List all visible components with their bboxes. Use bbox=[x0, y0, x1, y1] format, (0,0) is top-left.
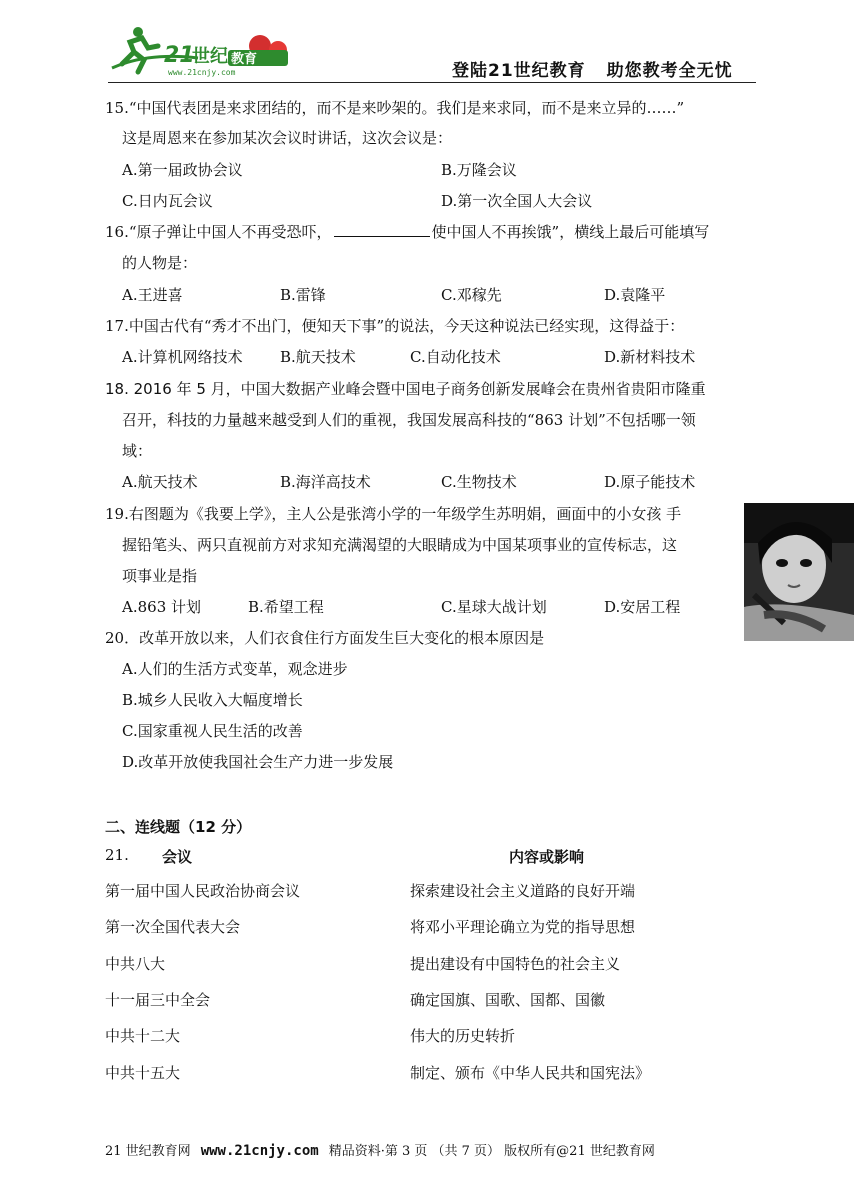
svg-text:世纪: 世纪 bbox=[192, 46, 228, 67]
q20-option-a: A.人们的生活方式变革，观念进步 bbox=[122, 660, 348, 678]
q17-option-a: A.计算机网络技术 bbox=[122, 348, 243, 366]
svg-text:21: 21 bbox=[164, 43, 195, 68]
q16-option-c: C.邓稼先 bbox=[441, 286, 502, 304]
page-footer bbox=[105, 1140, 655, 1159]
match-left-item: 第一次全国代表大会 bbox=[105, 918, 241, 936]
q16-option-a: A.王进喜 bbox=[122, 286, 183, 304]
q18-option-a: A.航天技术 bbox=[122, 473, 198, 491]
q21-col-left-header: 会议 bbox=[162, 848, 193, 866]
header-divider bbox=[108, 82, 756, 83]
q20-option-b: B.城乡人民收入大幅度增长 bbox=[122, 691, 303, 709]
q17-option-b: B.航天技术 bbox=[280, 348, 356, 366]
match-left-item: 中共十五大 bbox=[105, 1064, 181, 1082]
q20-option-d: D.改革开放使我国社会生产力进一步发展 bbox=[122, 753, 394, 771]
q18-stem-line1: 18. 2016 年 5 月，中国大数据产业峰会暨中国电子商务创新发展峰会在贵州省贵阳市隆重 bbox=[105, 380, 706, 398]
q16-stem-line1 bbox=[105, 222, 709, 242]
q19-option-c: C.星球大战计划 bbox=[441, 598, 547, 616]
logo-url-text: www.21cnjy.com bbox=[168, 68, 236, 77]
q16-stem-line2: 的人物是： bbox=[122, 254, 198, 272]
q19-stem-line3: 项事业是指 bbox=[122, 567, 198, 585]
q19-option-a: A.863 计划 bbox=[122, 598, 201, 616]
q15-option-b: B.万隆会议 bbox=[441, 161, 517, 179]
match-right-item: 提出建设有中国特色的社会主义 bbox=[410, 955, 621, 973]
q15-option-a: A.第一届政协会议 bbox=[122, 161, 243, 179]
footer-page-info: 精品资料·第 3 页 （共 7 页） 版权所有@21 世纪教育网 bbox=[328, 1144, 655, 1159]
q19-stem-line2: 握铅笔头、两只直视前方对求知充满渴望的大眼睛成为中国某项事业的宣传标志，这 bbox=[122, 536, 678, 554]
match-right-item: 将邓小平理论确立为党的指导思想 bbox=[410, 918, 636, 936]
q19-option-d: D.安居工程 bbox=[604, 598, 681, 616]
q15-stem-line2: 这是周恩来在参加某次会议时讲话，这次会议是： bbox=[122, 129, 453, 147]
q16-stem-part2: 使中国人不再挨饿”，横线上最后可能填写 bbox=[431, 223, 710, 241]
footer-site-name: 21 世纪教育网 bbox=[105, 1144, 191, 1159]
q16-stem-part1: 16.“原子弹让中国人不再受恐吓， bbox=[105, 223, 332, 241]
q15-option-d: D.第一次全国人大会议 bbox=[441, 192, 593, 210]
q18-option-d: D.原子能技术 bbox=[604, 473, 696, 491]
match-right-item: 探索建设社会主义道路的良好开端 bbox=[410, 882, 636, 900]
match-right-item: 伟大的历史转折 bbox=[410, 1027, 516, 1045]
q17-option-d: D.新材料技术 bbox=[604, 348, 696, 366]
svg-text:教育: 教育 bbox=[231, 52, 258, 67]
match-left-item: 中共八大 bbox=[105, 955, 166, 973]
section2-title: 二、连线题（12 分） bbox=[105, 818, 252, 836]
q16-blank bbox=[334, 222, 430, 237]
q15-option-c: C.日内瓦会议 bbox=[122, 192, 213, 210]
header-slogan: 登陆21世纪教育 助您教考全无忧 bbox=[452, 61, 733, 81]
q18-option-c: C.生物技术 bbox=[441, 473, 517, 491]
match-right-item: 制定、颁布《中华人民共和国宪法》 bbox=[410, 1064, 651, 1082]
q15-stem-line1: 15.“中国代表团是来求团结的，而不是来吵架的。我们是来求同，而不是来立异的……” bbox=[105, 99, 685, 117]
match-right-item: 确定国旗、国歌、国都、国徽 bbox=[410, 991, 606, 1009]
q18-option-b: B.海洋高技术 bbox=[280, 473, 371, 491]
site-logo bbox=[108, 22, 308, 78]
q19-option-b: B.希望工程 bbox=[248, 598, 324, 616]
q16-option-d: D.袁隆平 bbox=[604, 286, 666, 304]
footer-url[interactable]: www.21cnjy.com bbox=[200, 1143, 319, 1159]
q20-stem: 20．改革开放以来，人们衣食住行方面发生巨大变化的根本原因是 bbox=[105, 629, 545, 647]
q18-stem-line3: 域： bbox=[122, 442, 153, 460]
page-header bbox=[0, 0, 860, 86]
girl-photo bbox=[744, 503, 854, 641]
q21-number: 21. bbox=[105, 846, 129, 864]
q19-stem-line1: 19.右图题为《我要上学》，主人公是张湾小学的一年级学生苏明娟，画面中的小女孩 手 bbox=[105, 505, 682, 523]
q17-stem: 17.中国古代有“秀才不出门，便知天下事”的说法，今天这种说法已经实现，这得益于： bbox=[105, 317, 685, 335]
match-left-item: 十一届三中全会 bbox=[105, 991, 211, 1009]
match-left-item: 第一届中国人民政治协商会议 bbox=[105, 882, 301, 900]
q18-stem-line2: 召开，科技的力量越来越受到人们的重视，我国发展高科技的“863 计划”不包括哪一领 bbox=[122, 411, 696, 429]
match-left-item: 中共十二大 bbox=[105, 1027, 181, 1045]
q17-option-c: C.自动化技术 bbox=[410, 348, 501, 366]
q16-option-b: B.雷锋 bbox=[280, 286, 326, 304]
q21-col-right-header: 内容或影响 bbox=[509, 848, 585, 866]
q20-option-c: C.国家重视人民生活的改善 bbox=[122, 722, 303, 740]
